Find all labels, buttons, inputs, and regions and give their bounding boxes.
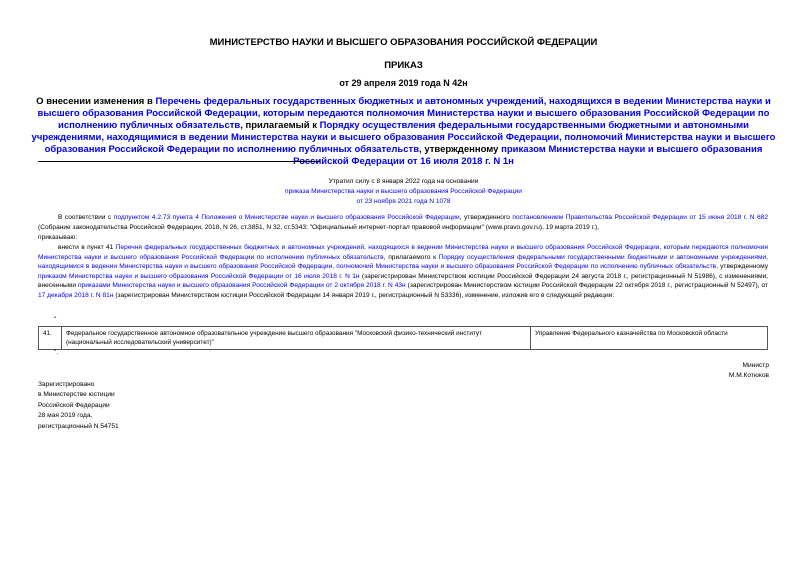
registration-line: регистрационный N 54751 bbox=[38, 422, 119, 430]
title-text-3: , утвержденному bbox=[419, 144, 502, 155]
amendment-table bbox=[38, 326, 768, 350]
p2-link-procedure[interactable]: Порядку осуществления федеральными государственными бюджетными и автономными учреждениями, находящимися в ведении Министерства науки и высшего образования Российской Федерации, полномочий Министерства науки и высшего образования Российской Федерации по исполнению публичных обязательств bbox=[38, 253, 768, 271]
signature-name: М.М.Котюков bbox=[728, 372, 769, 379]
document-type: ПРИКАЗ bbox=[384, 60, 423, 71]
registration-line: в Министерстве юстиции bbox=[38, 391, 115, 399]
title-link-list[interactable]: Перечень федеральных государственных бюджетных и автономных учреждений, находящихся в ведении Министерства науки и высшего образования Российской Федерации, которым передаются полномочия Министерства науки и высшего образования Российской Федерации по исполнению публичных обязательств bbox=[37, 96, 771, 131]
paragraph-amendment bbox=[38, 243, 768, 301]
institution-cell: Федеральное государственное автономное образовательное учреждение высшего образования "Московский физико-технический институт (национальный исследовательский университет)" bbox=[62, 327, 531, 350]
quote-close: ". bbox=[54, 349, 59, 356]
p2-text-3: , утвержденному bbox=[716, 263, 768, 271]
treasury-cell: Управление Федерального казначейства по Московской области bbox=[531, 327, 768, 350]
p2-link-list[interactable]: Перечня федеральных государственных бюджетных и автономных учреждений, находящихся в ведении Министерства науки и высшего образования Российской Федерации, которым передаются полномочия Министерства науки и высшего образования Российской Федерации по исполнению публичных обязательств bbox=[38, 244, 769, 261]
title-link-order[interactable]: приказом Министерства науки и высшего образования Российской Федерации от 16 июля 2018 г. N 1н bbox=[293, 144, 763, 167]
lost-force-line-3[interactable]: от 23 ноября 2021 года N 1078 bbox=[356, 198, 451, 205]
title-link-procedure[interactable]: Порядку осуществления федеральными государственными бюджетными и автономными учреждениями, находящимися в ведении Министерства науки и высшего образования Российской Федерации, полномочий Министерства науки и высшего образования Российской Федерации по исполнению публичных обязательств bbox=[31, 120, 776, 155]
row-number: 41. bbox=[39, 327, 62, 350]
title-text-1: О внесении изменения в bbox=[36, 96, 156, 107]
lost-force-link[interactable]: приказа Министерства науки и высшего образования Российской Федерации bbox=[285, 188, 522, 195]
signature-role: Министр bbox=[742, 362, 769, 369]
p2-link-order-81n[interactable]: 17 декабря 2018 г. N 81н bbox=[38, 291, 114, 299]
quote-open: " bbox=[54, 316, 57, 323]
paragraph-basis bbox=[38, 213, 768, 232]
p1-text-1: В соответствии с bbox=[58, 214, 114, 221]
ministry-heading: МИНИСТЕРСТВО НАУКИ И ВЫСШЕГО ОБРАЗОВАНИЯ РОССИЙСКОЙ ФЕДЕРАЦИИ bbox=[209, 37, 598, 48]
p2-text-1: внести в пункт 41 bbox=[58, 244, 116, 251]
lost-force-notice bbox=[0, 177, 807, 207]
document-title bbox=[30, 96, 777, 168]
registration-line: 28 мая 2019 года, bbox=[38, 412, 93, 420]
p1-text-2: , утвержденного bbox=[459, 214, 513, 221]
p2-link-order-1n[interactable]: приказом Министерства науки и высшего образования Российской Федерации от 16 июля 2018 г. N 1н bbox=[38, 272, 360, 280]
registration-block bbox=[38, 380, 119, 432]
title-text-2: , прилагаемый к bbox=[240, 120, 320, 131]
p2-text-4: (зарегистрирован Министерством юстиции Российской Федерации 24 августа 2018 г., регистрационный N 51986), с изменениями, внесенными bbox=[38, 272, 768, 290]
paragraph-order-word: приказываю: bbox=[38, 234, 78, 241]
document-date: от 29 апреля 2019 года N 42н bbox=[339, 78, 468, 88]
p2-link-order-43n[interactable]: приказами Министерства науки и высшего образования Российской Федерации от 2 октября 2018 г. N 43н bbox=[77, 282, 406, 290]
p1-link-resolution[interactable]: постановлением Правительства Российской Федерации от 15 июня 2018 г. N 682 bbox=[512, 214, 768, 221]
registration-line: Российской Федерации bbox=[38, 401, 110, 409]
registration-line: Зарегистрировано bbox=[38, 381, 95, 388]
p2-text-5: (зарегистрирован Министерством юстиции Российской Федерации 22 октября 2018 г., регистрационный N 52497), от bbox=[405, 282, 768, 290]
p2-text-2: , прилагаемого к bbox=[383, 253, 439, 261]
p1-text-3: (Собрание законодательства Российской Федерации, 2018, N 26, ст.3851, N 32, ст.5343; "Официальный интернет-портал правовой информации" (www.pravo.gov.ru), 19 марта 2019 г.), bbox=[38, 223, 600, 231]
table-row bbox=[39, 327, 768, 350]
lost-force-line-1: Утратил силу с 8 января 2022 года на основании bbox=[328, 178, 479, 185]
p1-link-regulation[interactable]: подпунктом 4.2.73 пункта 4 Положения о Министерстве науки и высшего образования Российской Федерации bbox=[113, 214, 460, 221]
p2-text-6: (зарегистрирован Министерством юстиции Российской Федерации 14 января 2019 г., регистрационный N 53336), изменение, изложив его в следующей редакции: bbox=[113, 291, 615, 299]
divider bbox=[38, 161, 320, 162]
